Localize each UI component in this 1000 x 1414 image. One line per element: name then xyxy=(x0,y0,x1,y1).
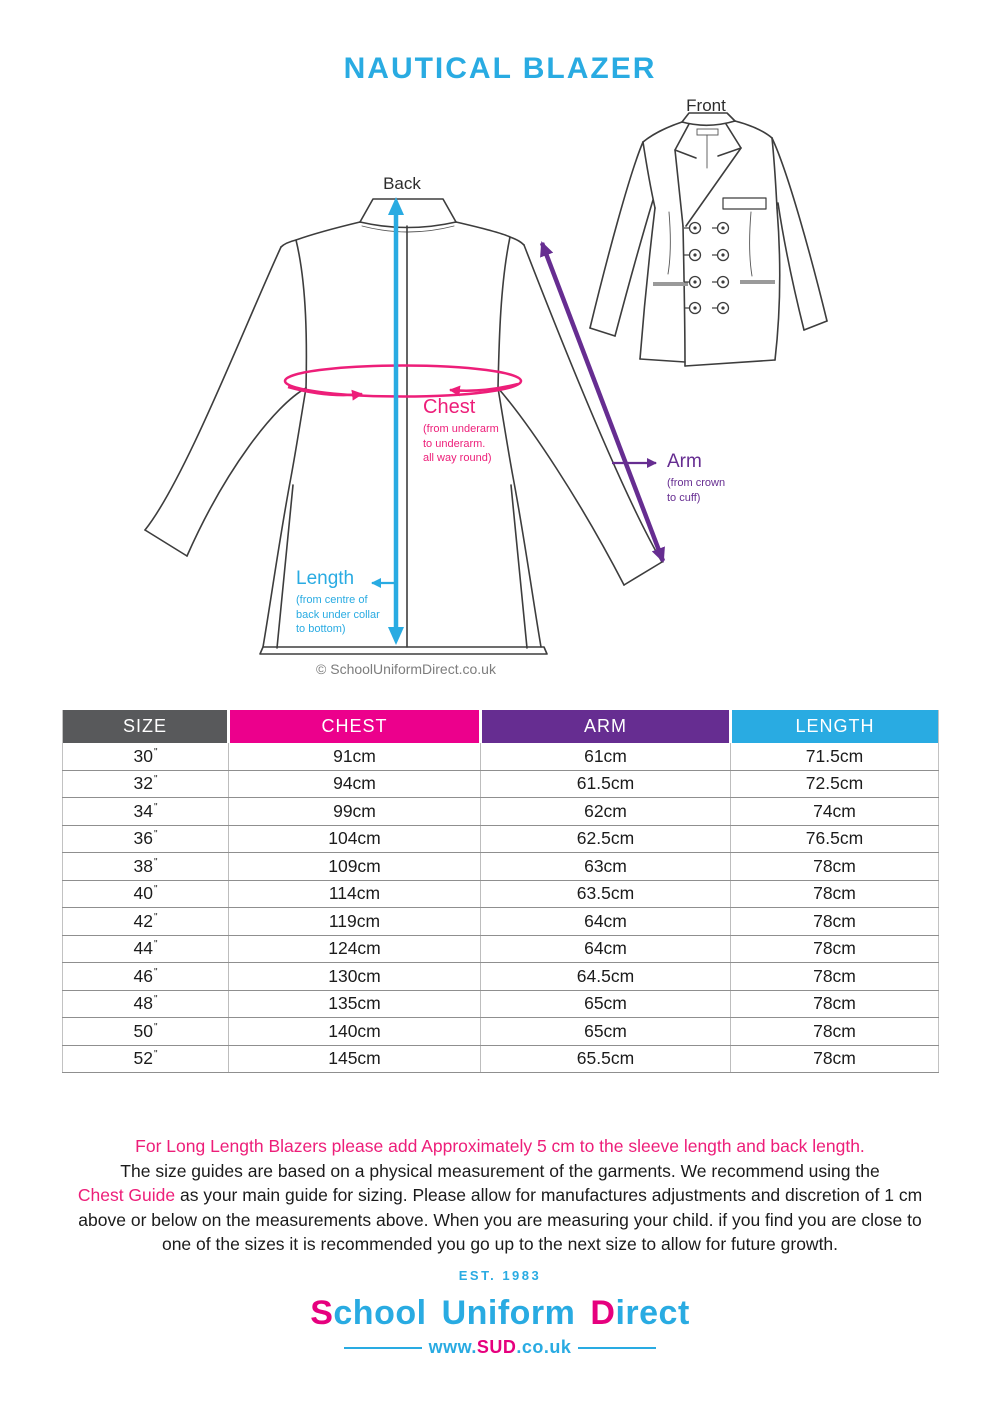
chest-measure-ellipse xyxy=(285,366,521,397)
size-cell: 52" xyxy=(63,1045,229,1073)
size-guide-table xyxy=(62,710,939,1073)
arm-cell: 64cm xyxy=(481,908,731,936)
note-line: Chest Guide as your main guide for sizing. Please allow for manufactures adjustments and discretion of 1 cm xyxy=(77,1185,923,1205)
chest-cell: 140cm xyxy=(229,1018,481,1046)
chest-cell: 91cm xyxy=(229,743,481,770)
logo-wordmark: School Uniform Direct xyxy=(310,1294,690,1332)
arm-cell: 65.5cm xyxy=(481,1045,731,1073)
length-cell: 72.5cm xyxy=(731,770,939,798)
size-cell: 38" xyxy=(63,853,229,881)
header-size: SIZE xyxy=(63,710,229,743)
table-row xyxy=(63,1045,939,1073)
chest-cell: 119cm xyxy=(229,908,481,936)
arm-annotation xyxy=(667,451,725,505)
chest-annotation xyxy=(423,396,499,466)
table-row xyxy=(63,880,939,908)
logo-dash-right xyxy=(578,1347,656,1349)
arm-cell: 61cm xyxy=(481,743,731,770)
length-cell: 76.5cm xyxy=(731,825,939,853)
length-cell: 74cm xyxy=(731,798,939,826)
chest-cell: 114cm xyxy=(229,880,481,908)
logo-dash-left xyxy=(344,1347,422,1349)
arm-cell: 61.5cm xyxy=(481,770,731,798)
arm-cell: 64cm xyxy=(481,935,731,963)
chest-cell: 94cm xyxy=(229,770,481,798)
back-view-label: Back xyxy=(383,174,421,193)
size-cell: 42" xyxy=(63,908,229,936)
copyright-text: © SchoolUniformDirect.co.uk xyxy=(316,661,496,677)
length-cell: 78cm xyxy=(731,990,939,1018)
note-line: one of the sizes it is recommended you go up to the next size to allow for future growth. xyxy=(161,1234,839,1254)
table-row xyxy=(63,853,939,881)
note-line: above or below on the measurements above. When you are measuring your child. if you find you are close to xyxy=(78,1209,922,1230)
size-cell: 48" xyxy=(63,990,229,1018)
arm-cell: 65cm xyxy=(481,990,731,1018)
size-cell: 40" xyxy=(63,880,229,908)
size-cell: 50" xyxy=(63,1018,229,1046)
chest-cell: 99cm xyxy=(229,798,481,826)
size-cell: 34" xyxy=(63,798,229,826)
arm-cell: 63cm xyxy=(481,853,731,881)
header-length: LENGTH xyxy=(731,710,939,743)
arm-cell: 64.5cm xyxy=(481,963,731,991)
table-row xyxy=(63,935,939,963)
arm-annotation-desc-line: to cuff) xyxy=(667,491,701,504)
table-row xyxy=(63,743,939,770)
length-cell: 78cm xyxy=(731,1018,939,1046)
table-header-row xyxy=(63,710,939,743)
arm-cell: 62cm xyxy=(481,798,731,826)
size-cell: 46" xyxy=(63,963,229,991)
front-view-drawing xyxy=(585,108,855,373)
size-cell: 44" xyxy=(63,935,229,963)
arm-annotation-title: Arm xyxy=(667,451,702,472)
front-buttons xyxy=(684,223,729,314)
table-row xyxy=(63,963,939,991)
note-long-length: For Long Length Blazers please add Approximately 5 cm to the sleeve length and back length. xyxy=(135,1136,865,1156)
chest-cell: 124cm xyxy=(229,935,481,963)
chest-annotation-desc-line: to underarm. xyxy=(423,437,486,450)
arm-cell: 62.5cm xyxy=(481,825,731,853)
arm-cell: 65cm xyxy=(481,1018,731,1046)
chest-cell: 145cm xyxy=(229,1045,481,1073)
length-cell: 78cm xyxy=(731,853,939,881)
size-cell: 30" xyxy=(63,743,229,770)
sizing-notes xyxy=(0,1134,1000,1257)
length-annotation-desc-line: to bottom) xyxy=(296,623,346,635)
page-title: NAUTICAL BLAZER xyxy=(343,52,657,85)
chest-cell: 109cm xyxy=(229,853,481,881)
length-cell: 78cm xyxy=(731,880,939,908)
length-cell: 78cm xyxy=(731,963,939,991)
table-row xyxy=(63,1018,939,1046)
length-cell: 71.5cm xyxy=(731,743,939,770)
length-annotation-desc-line: back under collar xyxy=(296,608,380,621)
chest-cell: 130cm xyxy=(229,963,481,991)
size-cell: 36" xyxy=(63,825,229,853)
header-arm: ARM xyxy=(481,710,731,743)
arm-cell: 63.5cm xyxy=(481,880,731,908)
table-row xyxy=(63,798,939,826)
front-blazer-outline xyxy=(590,113,827,366)
chest-cell: 104cm xyxy=(229,825,481,853)
arm-annotation-desc-line: (from crown xyxy=(667,477,726,489)
size-cell: 32" xyxy=(63,770,229,798)
table-row xyxy=(63,908,939,936)
logo-website-url: www. SUD .co.uk xyxy=(0,1337,1000,1358)
header-chest: CHEST xyxy=(229,710,481,743)
length-cell: 78cm xyxy=(731,1045,939,1073)
length-cell: 78cm xyxy=(731,908,939,936)
chest-guide-highlight: Chest Guide xyxy=(77,1185,176,1205)
length-cell: 78cm xyxy=(731,935,939,963)
chest-annotation-desc-line: (from underarm xyxy=(423,423,499,435)
logo-established-text: EST. 1983 xyxy=(458,1268,542,1283)
note-line: The size guides are based on a physical measurement of the garments. We recommend using the xyxy=(120,1160,880,1181)
length-annotation-desc-line: (from centre of xyxy=(296,594,368,606)
chest-annotation-desc-line: all way round) xyxy=(423,452,492,464)
length-annotation-title: Length xyxy=(296,568,355,589)
chest-annotation-title: Chest xyxy=(423,396,476,418)
length-annotation xyxy=(296,568,380,637)
table-row xyxy=(63,990,939,1018)
chest-cell: 135cm xyxy=(229,990,481,1018)
front-view-label: Front xyxy=(686,96,726,115)
table-row xyxy=(63,770,939,798)
table-row xyxy=(63,825,939,853)
